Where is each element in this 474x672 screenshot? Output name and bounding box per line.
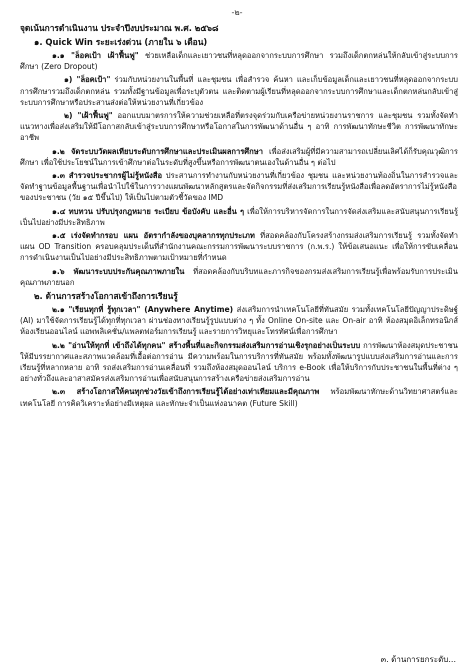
paragraph-text: ส่งเสริมการนำเทคโนโลยีที่ทันสมัย รวมทั้งเทคโนโลยีปัญญาประดิษฐ์ (AI) มาใช้จัดการเรียนรู้ได้ทุกที่ทุกเวลา ผ่านช่องทางเรียนรู้รูปแบบต่าง ๆ ทั้ง Online On-site และ On-air อาทิ ห้องสมุดอิเล็กทรอนิกส์ ห้องเรียนออนไลน์ แอพพลิเคชั่น/แพลตฟอร์มการเรียนรู้ และรายการวิทยุและโทรทัศน์เพื่อการศึกษา	[20, 305, 458, 337]
paragraph-lead: ๒.๑ "เรียนทุกที่ รู้ทุกเวลา" (Anywhere Anytime)	[52, 305, 234, 315]
document-heading: จุดเน้นการดำเนินงาน ประจำปีงบประมาณ พ.ศ. ๒๕๖๘	[20, 23, 219, 33]
section-1-body	[20, 50, 458, 288]
paragraph-text: เพื่อส่งเสริมผู้ที่มีความสามารถเปลี่ยนเลิศได้ก็รับคุณวุฒิการศึกษา เพื่อใช้ประโยชน์ในการเข้าศึกษาต่อในระดับที่สูงขึ้นหรือการพัฒนาตนเองในด้านอื่น ๆ ต่อไป	[20, 146, 458, 167]
paragraph	[20, 74, 458, 108]
paragraph-text: ที่สอดคล้องกับบริบทและภารกิจของกรมส่งเสริมการเรียนรู้เพื่อพร้อมรับการประเมินคุณภาพภายนอก	[20, 266, 458, 287]
paragraph	[20, 340, 458, 385]
paragraph-text: ที่สอดคล้องกับโครงสร้างกรมส่งเสริมการเรียนรู้ รวมทั้งจัดทำแผน OD Transition ครอบคลุมประเด็นที่สำนักงานคณะกรรมการพัฒนาระบบราชการ (ก.พ.ร.) ให้ข้อเสนอแนะ เพื่อให้การขับเคลื่อนการดำเนินงานเป็นไปอย่างมีประสิทธิภาพตามเป้าหมายที่กำหนด	[20, 231, 458, 263]
paragraph-lead: ๒.๓ สร้างโอกาสให้คนทุกช่วงวัยเข้าถึงการเรียนรู้ได้อย่างเท่าเทียมและมีคุณภาพ	[52, 387, 320, 397]
paragraph-text: ช่วยเหลือเด็กและเยาวชนที่หลุดออกจากระบบการศึกษา รวมถึงเด็กตกหล่นให้กลับเข้าสู่ระบบการศึกษา (Zero Dropout)	[20, 51, 458, 72]
section-1-title: ๑. Quick Win ระยะเร่งด่วน (ภายใน ๖ เดือน)	[34, 37, 208, 47]
page-number: -๒-	[231, 8, 243, 17]
paragraph-lead: ๒.๒ "อ่านให้ทุกที่ เข้าถึงได้ทุกคน" สร้างพื้นที่และกิจกรรมส่งเสริมการอ่านเชิงรุกอย่างเป็นระบบ	[52, 340, 361, 350]
paragraph-lead: ๒) "เฝ้าฟื้นฟู"	[64, 111, 113, 121]
paragraph-text: ออกแบบมาตรการให้ความช่วยเหลือที่ตรงจุดร่วมกับเครือข่ายหน่วยงานราชการ และชุมชน รวมทั้งจัดทำแนวทางเพื่อส่งเสริมให้มีโอกาสกลับเข้าสู่ระบบการศึกษาหรือโอกาสในการพัฒนาด้านอื่น ๆ อาทิ การพัฒนาทักษะชีวิต การพัฒนาทักษะอาชีพ	[20, 111, 458, 143]
paragraph	[20, 304, 458, 338]
paragraph-text: พร้อมพัฒนาทักษะด้านวิทยาศาสตร์และเทคโนโลยี การคิดวิเคราะห์อย่างมีเหตุผล และทักษะจำเป็นแห่งอนาคต (Future Skill)	[20, 387, 458, 408]
paragraph-lead: ๑.๑ "ล็อคเป้า เฝ้าฟื้นฟู"	[52, 51, 139, 60]
paragraph-text: ประสานการทำงานกับหน่วยงานที่เกี่ยวข้อง ชุมชน และหน่วยงานท้องถิ่นในการสำรวจและจัดทำฐานข้อมูลพื้นฐานเพื่อนำไปใช้ในการวางแผนพัฒนาหลักสูตรและจัดกิจกรรมที่ส่งเสริมการเรียนรู้หนังสือเพื่อลดอัตราการไม่รู้หนังสือของประชาชน (วัย ๑๕ ปีขึ้นไป) ให้เป็นไปตามตัวชี้วัดของ IMD	[20, 171, 458, 203]
paragraph-text: เพื่อให้การบริหารจัดการในการจัดส่งเสริมและสนับสนุนการเรียนรู้เป็นไปอย่างมีประสิทธิภาพ	[20, 206, 458, 227]
paragraph	[20, 386, 458, 408]
paragraph	[20, 170, 458, 204]
continuation-footer: ๓. ด้านการยกระดับ...	[380, 655, 456, 664]
section-2-title: ๒. ด้านการสร้างโอกาสเข้าถึงการเรียนรู้	[34, 291, 178, 302]
paragraph	[20, 146, 458, 168]
paragraph-text: ร่วมกับหน่วยงานในพื้นที่ และชุมชน เพื่อสำรวจ ค้นหา และเก็บข้อมูลเด็กและเยาวชนที่หลุดออกจากระบบการศึกษารวมถึงเด็กตกหล่น รวมทั้งมีฐานข้อมูลเพื่อระบุตัวตน และติดตามผู้เรียนที่หลุดออกจากระบบการศึกษาและเด็กตกหล่นกลับเข้าสู่ระบบการศึกษาหรือประสานส่งต่อให้หน่วยงานที่เกี่ยวข้อง	[20, 75, 458, 107]
paragraph	[20, 266, 458, 288]
paragraph	[20, 110, 458, 144]
paragraph	[20, 230, 458, 264]
paragraph-lead: ๑.๒ จัดระบบวัดผลเทียบระดับการศึกษาและประเมินผลการศึกษา	[52, 146, 263, 156]
paragraph-lead: ๑.๕ เร่งจัดทำกรอบ แผน อัตรากำลังของบุคลากรทุกประเภท	[52, 231, 255, 241]
paragraph-lead: ๑) "ล็อคเป้า"	[64, 75, 111, 85]
paragraph	[20, 206, 458, 228]
paragraph-lead: ๑.๖ พัฒนาระบบประกันคุณภาพภายใน	[52, 266, 185, 276]
section-2-body	[20, 304, 458, 409]
paragraph	[20, 50, 458, 72]
paragraph-lead: ๑.๓ สำรวจประชากรผู้ไม่รู้หนังสือ	[52, 171, 163, 181]
paragraph-text: การพัฒนาห้องสมุดประชาชนให้มีบรรยากาศและสภาพแวดล้อมที่เอื้อต่อการอ่าน มีความพร้อมในการบริการที่ทันสมัย พร้อมทั้งพัฒนารูปแบบส่งเสริมการอ่านและการเรียนรู้ที่หลากหลาย อาทิ รถส่งเสริมการอ่านเคลื่อนที่ รวมถึงห้องสมุดออนไลน์ บริการ e-Book เพื่อให้บริการกับประชาชนในพื้นที่ต่าง ๆ อย่างทั่วถึงและอาสาสมัครส่งเสริมการอ่านเพื่อสนับสนุนการสร้างเครือข่ายส่งเสริมการอ่าน	[20, 340, 458, 384]
paragraph-lead: ๑.๔ ทบทวน ปรับปรุงกฎหมาย ระเบียบ ข้อบังคับ และอื่น ๆ	[52, 206, 245, 216]
